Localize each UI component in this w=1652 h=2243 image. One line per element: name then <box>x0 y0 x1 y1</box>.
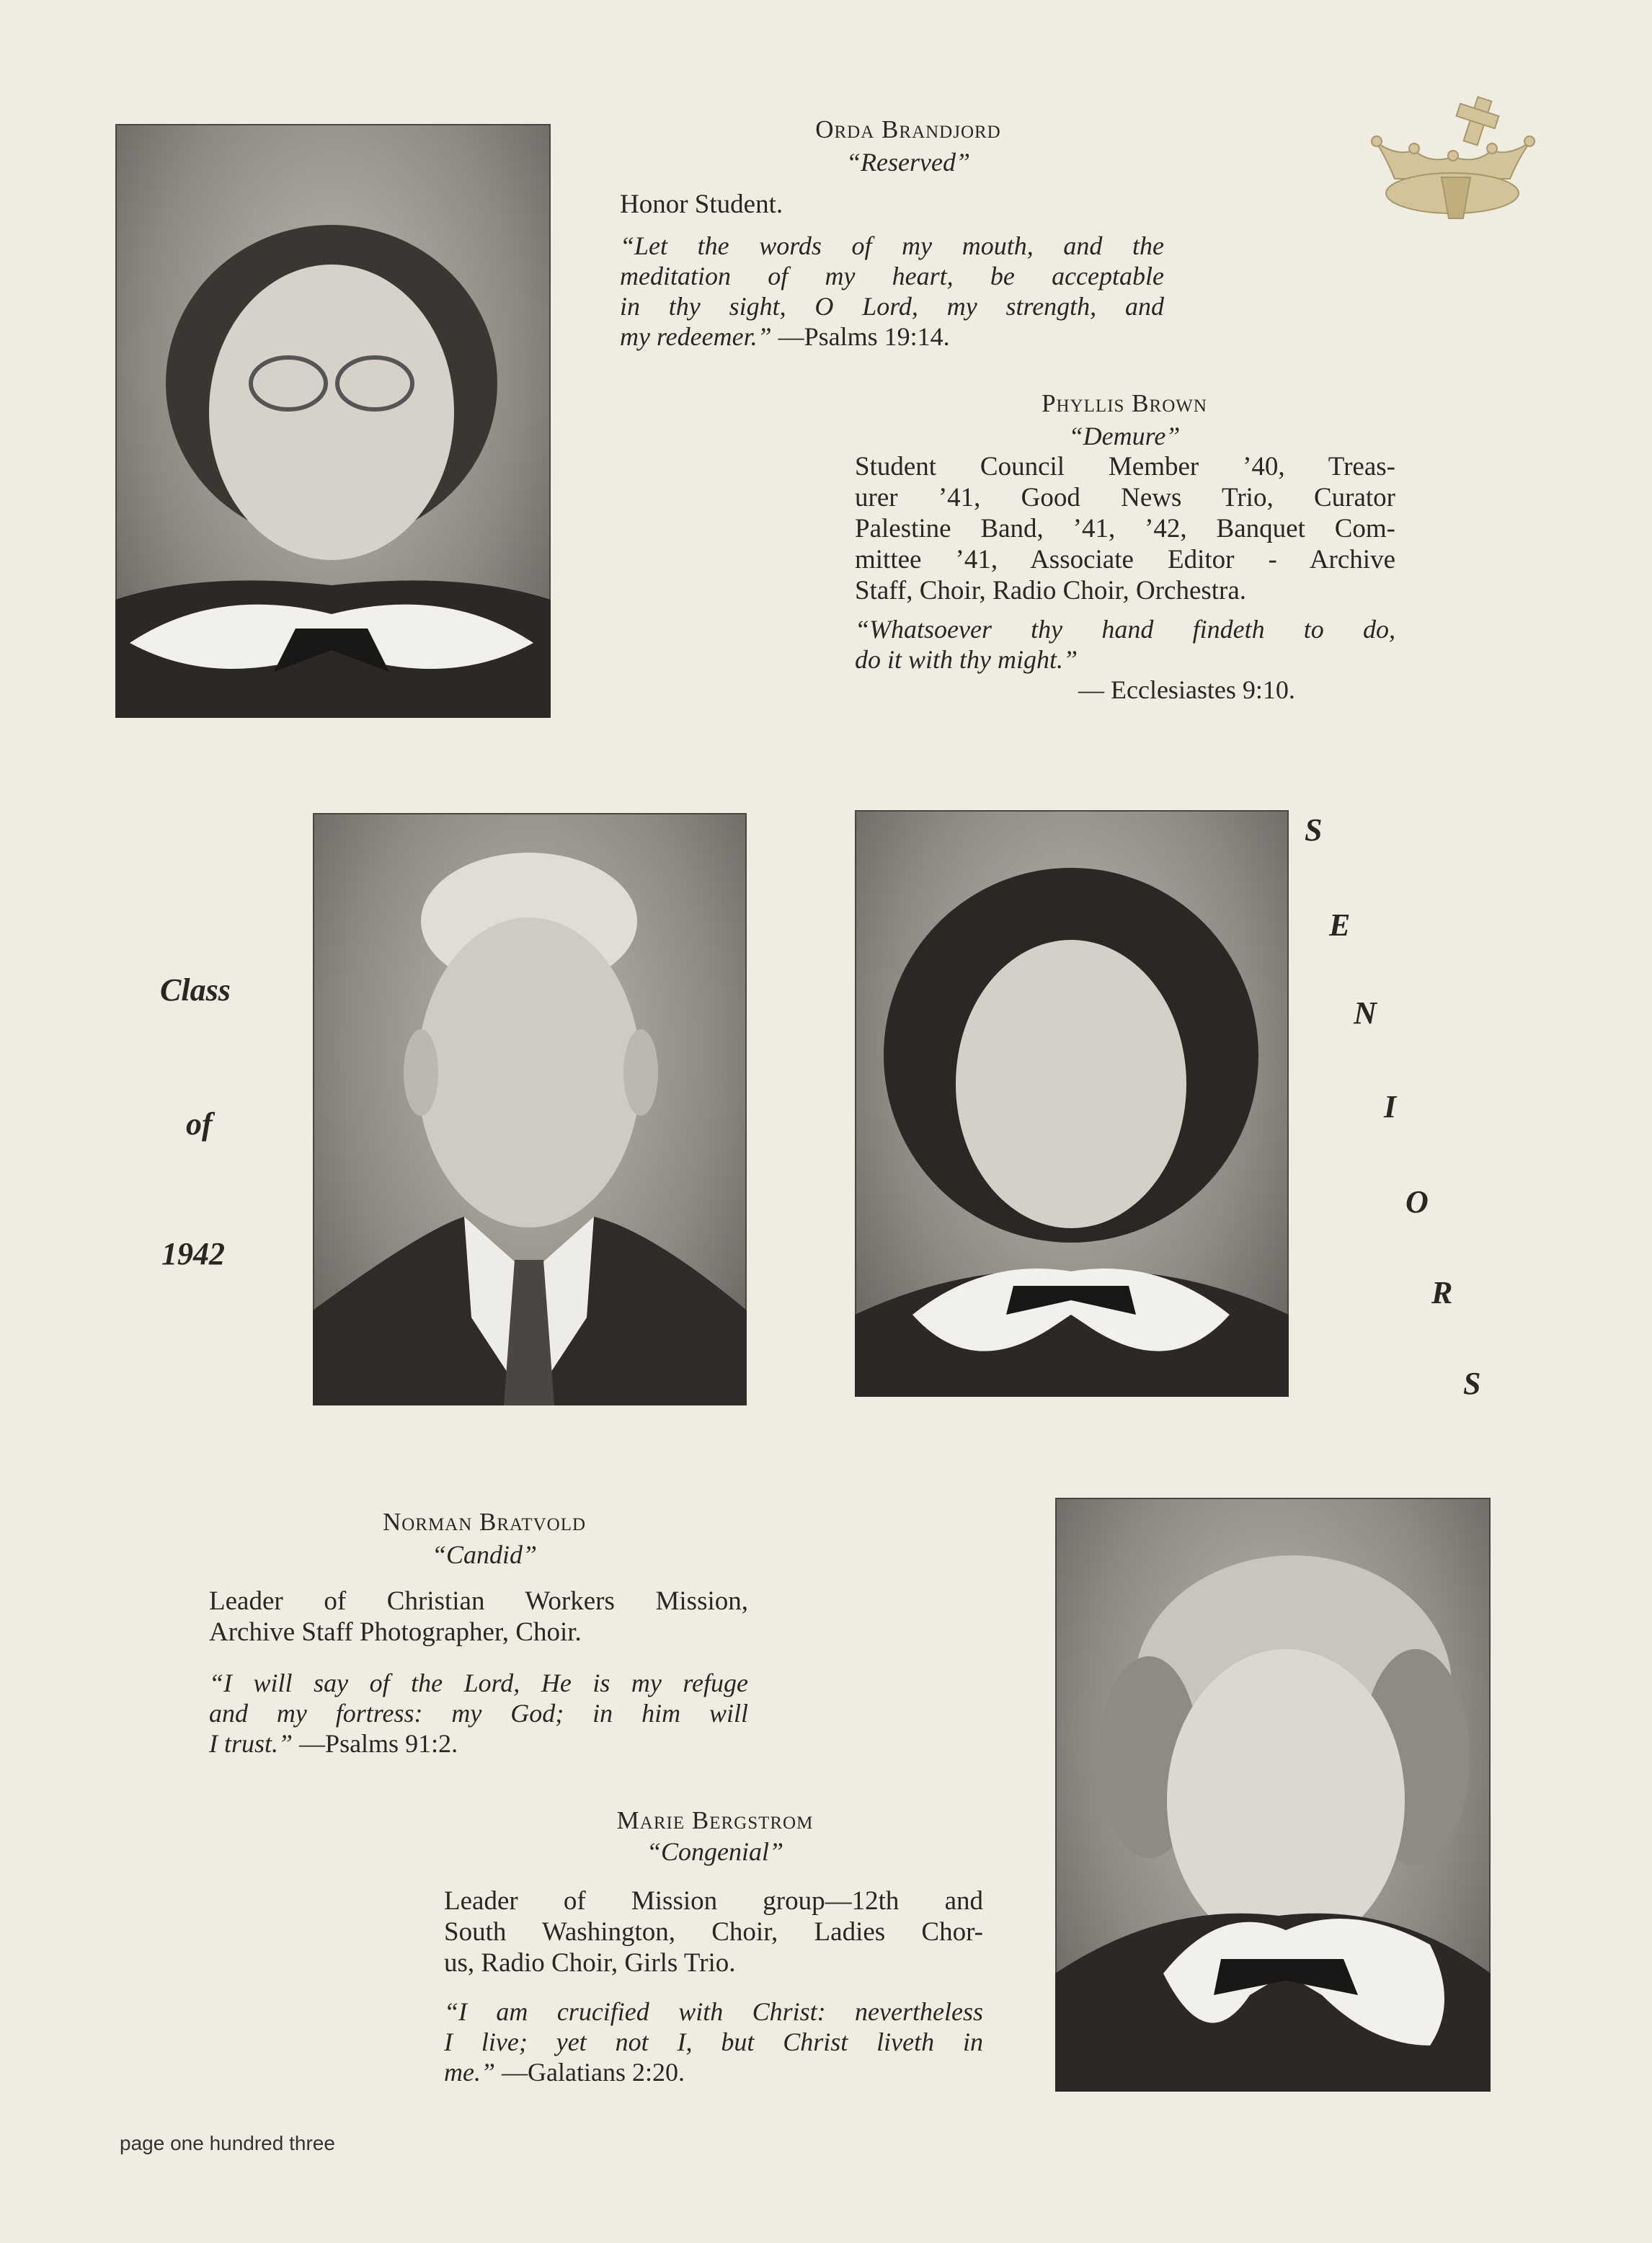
quote-line: “I will say of the Lord, He is my refuge <box>209 1669 748 1697</box>
senior-name: Norman Bratvold <box>382 1508 587 1536</box>
senior-nickname: “Congenial” <box>646 1837 784 1866</box>
senior-nickname: “Candid” <box>431 1540 538 1569</box>
quote-line-last <box>620 321 1164 352</box>
portrait-orda-brandjord <box>115 124 551 718</box>
quote-line: do it with thy might.” <box>855 645 1078 674</box>
senior-quote <box>855 614 1395 705</box>
seniors-letter: R <box>1431 1275 1453 1310</box>
seniors-letter: S <box>1463 1366 1481 1401</box>
senior-activities <box>855 451 1395 606</box>
activity-line: Leader of Mission group—12th and <box>444 1886 983 1916</box>
senior-activities <box>444 1886 983 1978</box>
quote-line: I trust.” <box>209 1729 293 1758</box>
senior-nickname: “Reserved” <box>846 148 970 177</box>
page-footer: page one hundred three <box>120 2132 335 2154</box>
quote-line: and my fortress: my God; in him will <box>209 1699 748 1728</box>
activity-line: Leader of Christian Workers Mission, <box>209 1586 748 1616</box>
quote-line: “Let the words of my mouth, and the <box>620 231 1164 260</box>
seniors-letter: I <box>1384 1089 1397 1124</box>
senior-quote <box>444 1997 983 2087</box>
quote-line: in thy sight, O Lord, my strength, and <box>620 292 1164 321</box>
seniors-letter: E <box>1329 907 1351 943</box>
portrait-norman-bratvold <box>313 813 747 1405</box>
senior-citation: —Psalms 19:14. <box>778 322 950 351</box>
senior-activities <box>209 1586 748 1648</box>
quote-line: me.” <box>444 2058 495 2087</box>
crown-cross-icon <box>1362 92 1542 236</box>
seniors-letter: O <box>1405 1184 1429 1220</box>
quote-line: “Whatsoever thy hand findeth to do, <box>855 615 1395 644</box>
class-label: Class <box>160 972 231 1008</box>
class-label: of <box>186 1106 213 1142</box>
activity-line: urer ’41, Good News Trio, Curator <box>855 483 1395 512</box>
seniors-letter: S <box>1305 812 1323 848</box>
senior-name: Phyllis Brown <box>1042 389 1207 417</box>
activity-line: Palestine Band, ’41, ’42, Banquet Com- <box>855 514 1395 543</box>
senior-name: Marie Bergstrom <box>616 1806 814 1834</box>
activity-line: Student Council Member ’40, Treas- <box>855 452 1395 481</box>
portrait-marie-bergstrom <box>1055 1498 1491 2092</box>
senior-citation: —Psalms 91:2. <box>299 1729 458 1758</box>
activity-line: us, Radio Choir, Girls Trio. <box>444 1948 736 1978</box>
senior-name: Orda Brandjord <box>815 115 1001 143</box>
quote-line: my redeemer.” <box>620 322 772 351</box>
activity-line: South Washington, Choir, Ladies Chor- <box>444 1917 983 1947</box>
quote-line: “I am crucified with Christ: nevertheless <box>444 1997 983 2026</box>
portrait-phyllis-brown <box>855 810 1289 1397</box>
activity-line: mittee ’41, Associate Editor - Archive <box>855 545 1395 574</box>
class-label: 1942 <box>161 1236 225 1271</box>
seniors-letter: N <box>1354 995 1377 1031</box>
senior-citation: —Galatians 2:20. <box>502 2058 685 2087</box>
activity-line: Archive Staff Photographer, Choir. <box>209 1617 582 1647</box>
quote-line-last <box>444 2057 983 2087</box>
senior-nickname: “Demure” <box>1068 422 1181 450</box>
quote-line-last <box>209 1728 748 1759</box>
senior-quote <box>209 1668 748 1759</box>
quote-line: I live; yet not I, but Christ liveth in <box>444 2027 983 2056</box>
senior-quote <box>620 231 1164 352</box>
senior-citation: — Ecclesiastes 9:10. <box>1078 675 1295 704</box>
activity-line: Staff, Choir, Radio Choir, Orchestra. <box>855 576 1247 605</box>
quote-line: meditation of my heart, be acceptable <box>620 262 1164 290</box>
senior-activities: Honor Student. <box>620 190 783 219</box>
